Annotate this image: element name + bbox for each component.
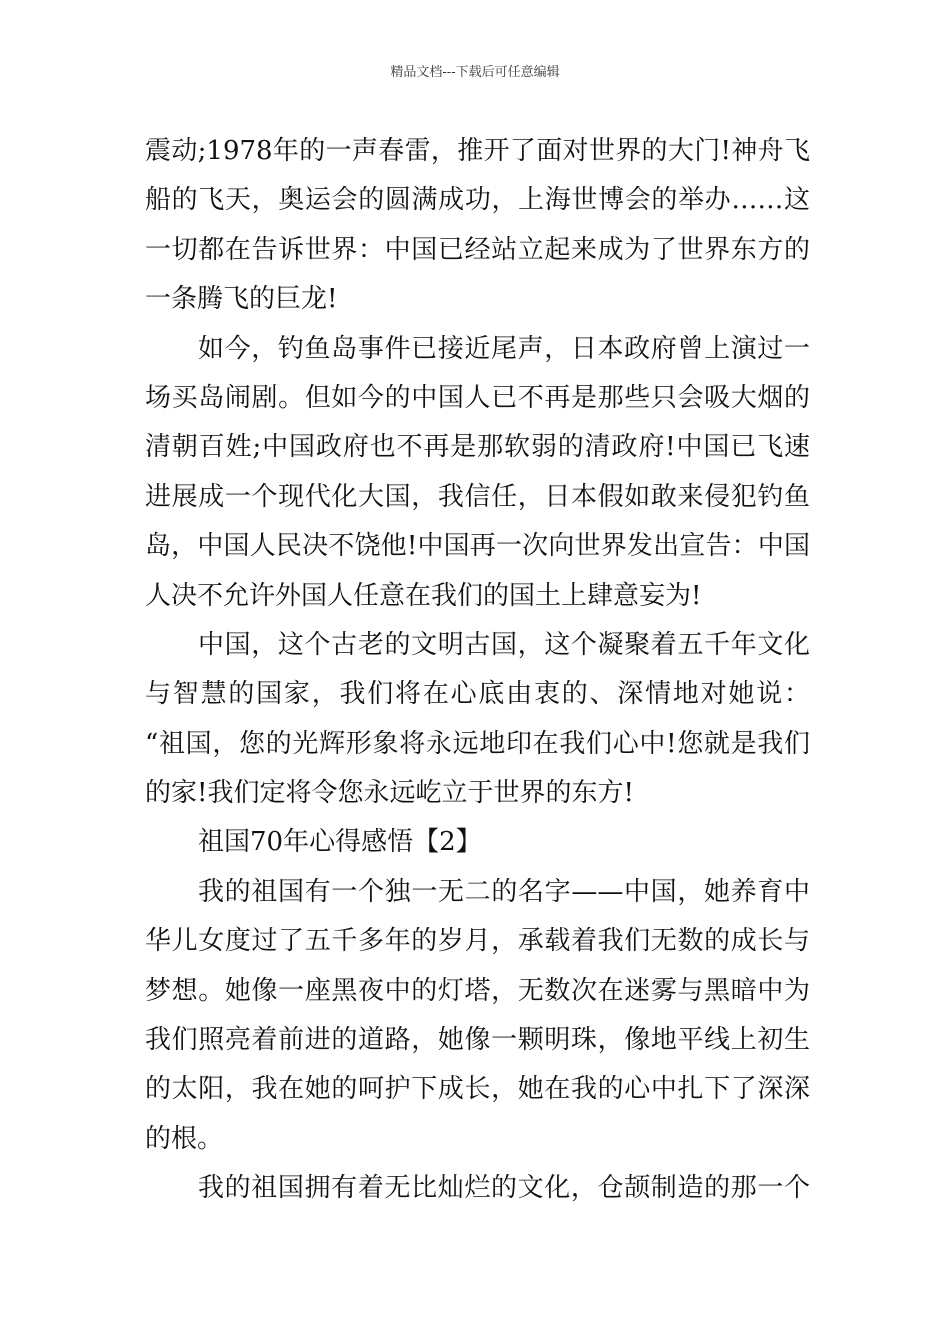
section-heading [145, 818, 810, 867]
text-line: 华儿女度过了五千多年的岁月，承载着我们无数的成长与 [145, 926, 810, 957]
text-line: 与智慧的国家，我们将在心底由衷的、深情地对她说： [145, 679, 810, 710]
text-line: 场买岛闹剧。但如今的中国人已不再是那些只会吸大烟的 [145, 382, 810, 413]
page-header: 精品文档---下载后可任意编辑 [390, 65, 560, 80]
text-line: 我的祖国拥有着无比灿烂的文化，仓颉制造的那一个 [198, 1173, 810, 1204]
text-line: 中国，这个古老的文明古国，这个凝聚着五千年文化 [198, 629, 810, 660]
paragraph-4 [145, 868, 810, 1164]
section-heading-text: 祖国70年心得感悟【2】 [198, 827, 482, 858]
text-line: 的太阳，我在她的呵护下成长，她在我的心中扎下了深深 [145, 1074, 810, 1105]
text-line: 船的飞天，奥运会的圆满成功，上海世博会的举办……这 [145, 185, 810, 216]
text-line: “祖国，您的光辉形象将永远地印在我们心中!您就是我们 [145, 728, 810, 759]
text-line: 梦想。她像一座黑夜中的灯塔，无数次在迷雾与黑暗中为 [145, 975, 810, 1006]
document-body [145, 127, 810, 1214]
text-line: 的家!我们定将令您永远屹立于世界的东方! [145, 778, 634, 809]
text-line: 一切都在告诉世界：中国已经站立起来成为了世界东方的 [145, 234, 810, 265]
text-line: 人决不允许外国人任意在我们的国土上肆意妄为! [145, 580, 702, 611]
text-line: 清朝百姓;中国政府也不再是那软弱的清政府!中国已飞速 [145, 432, 810, 463]
text-line: 岛，中国人民决不饶他!中国再一次向世界发出宣告：中国 [145, 531, 810, 562]
text-line: 我们照亮着前进的道路，她像一颗明珠，像地平线上初生 [145, 1025, 810, 1056]
paragraph-1 [145, 127, 810, 325]
text-line: 我的祖国有一个独一无二的名字——中国，她养育中 [198, 876, 810, 907]
text-line: 如今，钓鱼岛事件已接近尾声，日本政府曾上演过一 [198, 333, 810, 364]
text-line: 一条腾飞的巨龙! [145, 284, 338, 315]
text-line: 震动;1978年的一声春雷，推开了面对世界的大门!神舟飞 [145, 136, 810, 166]
paragraph-2 [145, 325, 810, 621]
text-line: 的根。 [145, 1123, 224, 1154]
paragraph-5 [145, 1164, 810, 1213]
paragraph-3 [145, 621, 810, 819]
text-line: 进展成一个现代化大国，我信任，日本假如敢来侵犯钓鱼 [145, 481, 810, 512]
